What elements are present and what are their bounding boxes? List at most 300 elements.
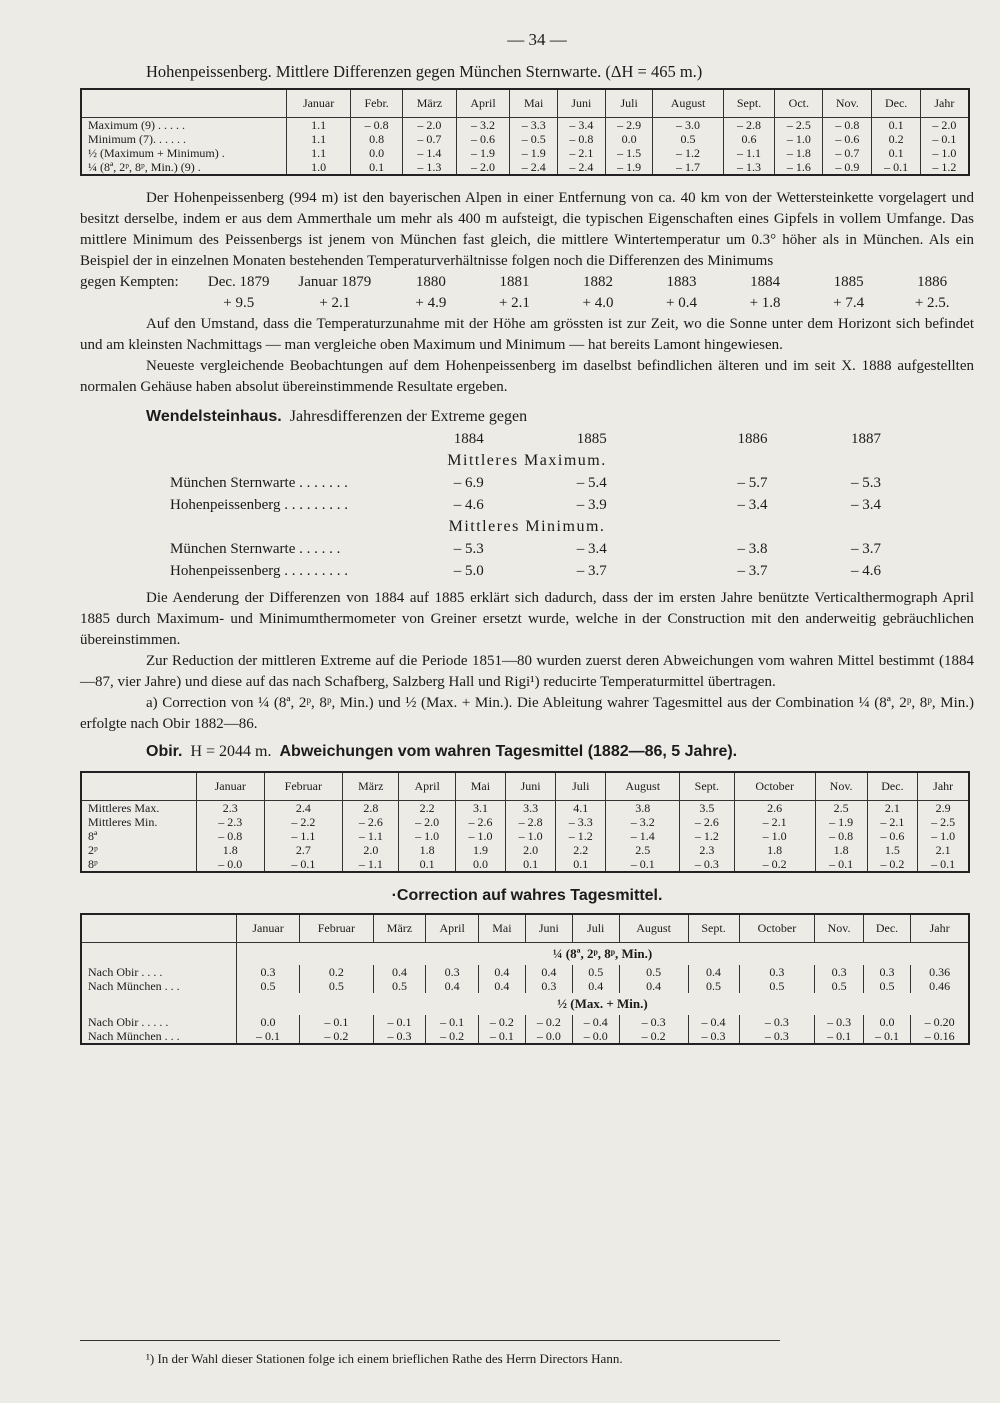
- wendelstein-heading: [146, 408, 974, 426]
- table-cell: – 0.3: [373, 1029, 426, 1044]
- row-label: Nach München . . .: [81, 979, 237, 993]
- table-cell: – 0.4: [688, 1015, 739, 1029]
- table-obir: [80, 771, 970, 873]
- table-cell: – 2.4: [510, 160, 558, 175]
- table-cell: 1.5: [867, 843, 918, 857]
- paragraph-lamont: Auf den Umstand, dass die Temperaturzunahme mit der Höhe am grössten ist zur Zeit, wo die Sonne unter dem Horizont sich befindet und am kleinsten Nachmittags — man vergleiche oben Maximum und Minimum — hat bereits Lamont hingewiesen.: [80, 316, 974, 353]
- station-name: München Sternwarte . . . . . . .: [170, 475, 348, 491]
- table-cell: 0.5: [688, 979, 739, 993]
- table-cell: – 0.5: [510, 132, 558, 146]
- table-header-row: [81, 772, 969, 801]
- table-cell: – 0.20: [911, 1015, 969, 1029]
- table-cell: 0.5: [373, 979, 426, 993]
- table-row: [81, 979, 969, 993]
- table-cell: 0.1: [556, 857, 606, 872]
- month-header: Mai: [478, 914, 525, 943]
- row-label: Maximum (9) . . . . .: [81, 118, 287, 133]
- table-cell: – 1.4: [606, 829, 680, 843]
- table-cell: – 3.2: [456, 118, 510, 133]
- table-correction: [80, 913, 970, 1045]
- table-cell: – 0.4: [572, 1015, 619, 1029]
- table-cell: 2.9: [918, 801, 969, 816]
- kempten-value: + 4.9: [415, 295, 447, 311]
- table-cell: – 2.8: [723, 118, 775, 133]
- table-cell: – 0.2: [426, 1029, 479, 1044]
- table-cell: – 2.0: [456, 160, 510, 175]
- table-cell: – 0.1: [264, 857, 343, 872]
- table-cell: – 0.8: [197, 829, 265, 843]
- month-header: Sept.: [723, 89, 775, 118]
- table-cell: 0.3: [739, 965, 815, 979]
- table-cell: – 0.1: [426, 1015, 479, 1029]
- table-cell: – 0.7: [823, 146, 872, 160]
- table-cell: – 0.3: [688, 1029, 739, 1044]
- row-label: Nach Obir . . . . .: [81, 1015, 237, 1029]
- kempten-year: 1886: [917, 274, 948, 290]
- row-label: ½ (Maximum + Minimum) .: [81, 146, 287, 160]
- row-label: Nach München . . .: [81, 1029, 237, 1044]
- table-cell: 0.8: [351, 132, 403, 146]
- table-cell: – 1.0: [920, 146, 969, 160]
- table-cell: – 0.16: [911, 1029, 969, 1044]
- table-cell: 0.4: [478, 965, 525, 979]
- table-cell: 0.4: [373, 965, 426, 979]
- kempten-year: 1880: [415, 274, 446, 290]
- kempten-value: + 2.5.: [914, 295, 950, 311]
- table-cell: 1.0: [287, 160, 351, 175]
- table-cell: 0.0: [863, 1015, 910, 1029]
- kempten-year: 1885: [833, 274, 864, 290]
- table-cell: – 0.6: [823, 132, 872, 146]
- table-cell: – 2.2: [264, 815, 343, 829]
- month-header: März: [373, 914, 426, 943]
- table-cell: 2.3: [680, 843, 735, 857]
- table-row: [81, 146, 969, 160]
- table-cell: 2.0: [343, 843, 399, 857]
- table-cell: – 2.3: [197, 815, 265, 829]
- month-header: Dec.: [872, 89, 920, 118]
- paragraph-reduction: Zur Reduction der mittleren Extreme auf die Periode 1851—80 wurden zuerst deren Abweichungen vom wahren Mittel bestimmt (1884—87, vier Jahre) und diese auf das nach Schafberg, Salzberg Hall und Rigi¹) reducirte Temperaturmittel übertragen.: [80, 653, 974, 690]
- wendelstein-row: [80, 560, 974, 582]
- table-cell: 0.0: [455, 857, 505, 872]
- table-cell: – 0.2: [300, 1029, 374, 1044]
- table-cell: – 2.6: [343, 815, 399, 829]
- year-label: 1887: [851, 431, 882, 447]
- kempten-year: Januar 1879: [298, 274, 372, 290]
- combination-subheading: ¼ (8ª, 2ᵖ, 8ᵖ, Min.): [237, 943, 970, 966]
- month-header: April: [456, 89, 510, 118]
- year-label: 1885: [576, 431, 607, 447]
- table-cell: 0.36: [911, 965, 969, 979]
- table-cell: – 3.0: [653, 118, 723, 133]
- kempten-years-row: [80, 272, 974, 293]
- table-cell: 0.3: [426, 965, 479, 979]
- station-name: Hohenpeissenberg . . . . . . . . .: [170, 563, 349, 579]
- year-value: – 3.7: [737, 563, 768, 579]
- table-cell: – 2.5: [918, 815, 969, 829]
- month-header: Februar: [264, 772, 343, 801]
- table-cell: – 0.0: [525, 1029, 572, 1044]
- table-cell: – 0.1: [237, 1029, 300, 1044]
- month-header: Febr.: [351, 89, 403, 118]
- table-cell: 0.2: [872, 132, 920, 146]
- obir-height: H = 2044 m.: [190, 743, 272, 760]
- table-cell: 1.1: [287, 118, 351, 133]
- month-header: Mai: [510, 89, 558, 118]
- table-cell: – 1.1: [723, 146, 775, 160]
- table-cell: 0.5: [739, 979, 815, 993]
- year-value: – 3.9: [576, 497, 607, 513]
- month-header: April: [426, 914, 479, 943]
- month-header: Jahr: [920, 89, 969, 118]
- table-cell: – 2.6: [455, 815, 505, 829]
- year-value: – 3.4: [737, 497, 768, 513]
- table-cell: – 0.1: [300, 1015, 374, 1029]
- month-header: Nov.: [823, 89, 872, 118]
- month-header: Januar: [197, 772, 265, 801]
- table-cell: – 1.3: [723, 160, 775, 175]
- month-header: Januar: [237, 914, 300, 943]
- table-cell: – 0.6: [867, 829, 918, 843]
- month-header: August: [606, 772, 680, 801]
- table-cell: – 0.3: [739, 1029, 815, 1044]
- table-cell: 2.5: [606, 843, 680, 857]
- footnote: ¹) In der Wahl dieser Stationen folge ich einem brieflichen Rathe des Herrn Directors Hann.: [80, 1340, 780, 1367]
- label-header: [81, 772, 197, 801]
- table-cell: 2.5: [815, 801, 867, 816]
- year-label: 1886: [737, 431, 768, 447]
- table-row: [81, 857, 969, 872]
- table-cell: – 3.3: [556, 815, 606, 829]
- month-header: April: [399, 772, 455, 801]
- table-cell: 0.4: [688, 965, 739, 979]
- table-cell: 2.8: [343, 801, 399, 816]
- table-cell: – 1.0: [775, 132, 823, 146]
- kempten-value: + 9.5: [223, 295, 255, 311]
- kempten-year: Dec. 1879: [207, 274, 270, 290]
- row-label: Mittleres Min.: [81, 815, 197, 829]
- table-cell: 0.5: [572, 965, 619, 979]
- table-cell: – 1.0: [506, 829, 556, 843]
- table-cell: – 0.1: [815, 857, 867, 872]
- table-cell: – 1.2: [556, 829, 606, 843]
- row-label: 8ᵖ: [81, 857, 197, 872]
- table-cell: – 0.1: [872, 160, 920, 175]
- table-cell: – 0.1: [478, 1029, 525, 1044]
- table-cell: – 1.4: [403, 146, 457, 160]
- table-cell: 0.3: [237, 965, 300, 979]
- table-row: [81, 160, 969, 175]
- table-cell: – 2.1: [867, 815, 918, 829]
- table-cell: – 0.2: [619, 1029, 688, 1044]
- table-cell: – 1.2: [680, 829, 735, 843]
- table-cell: – 2.0: [403, 118, 457, 133]
- table-cell: 0.3: [815, 965, 863, 979]
- table-cell: – 0.1: [918, 857, 969, 872]
- obir-heading: [80, 743, 974, 761]
- row-label: 2ᵖ: [81, 843, 197, 857]
- month-header: Februar: [300, 914, 374, 943]
- kempten-values-row: [80, 293, 974, 314]
- month-header: Januar: [287, 89, 351, 118]
- table-cell: – 1.2: [653, 146, 723, 160]
- table-row: [81, 118, 969, 133]
- table-cell: – 0.0: [572, 1029, 619, 1044]
- month-header: October: [739, 914, 815, 943]
- kempten-value: + 0.4: [666, 295, 698, 311]
- table-cell: – 1.2: [920, 160, 969, 175]
- table-cell: – 2.5: [775, 118, 823, 133]
- table-cell: – 3.4: [558, 118, 606, 133]
- year-value: – 3.7: [576, 563, 607, 579]
- table-cell: 1.8: [734, 843, 815, 857]
- table-header-row: [81, 89, 969, 118]
- kempten-year: 1883: [666, 274, 697, 290]
- month-header: Juli: [572, 914, 619, 943]
- month-header: Juni: [558, 89, 606, 118]
- table-cell: – 1.1: [264, 829, 343, 843]
- table-cell: 0.3: [863, 965, 910, 979]
- table-cell: 1.8: [197, 843, 265, 857]
- wendelstein-row: [80, 472, 974, 494]
- table-cell: – 0.9: [823, 160, 872, 175]
- row-label: [81, 943, 237, 966]
- paragraph-aenderung: Die Aenderung der Differenzen von 1884 auf 1885 erklärt sich dadurch, dass der im ersten Jahre benützte Verticalthermograph April 1885 durch Maximum- und Minimumthermometer von Greiner ersetzt wurde, welche in der Construction mit den anderweitig gebräuchlichen übereinstimmen.: [80, 590, 974, 648]
- table-cell: – 0.8: [558, 132, 606, 146]
- table-cell: 0.5: [619, 965, 688, 979]
- subheading-row: [81, 993, 969, 1015]
- table-cell: – 0.7: [403, 132, 457, 146]
- month-header: Sept.: [680, 772, 735, 801]
- table-cell: 0.0: [237, 1015, 300, 1029]
- month-header: März: [343, 772, 399, 801]
- row-label: ¼ (8ª, 2ᵖ, 8ᵖ, Min.) (9) .: [81, 160, 287, 175]
- table-cell: – 0.6: [456, 132, 510, 146]
- table-cell: – 1.9: [815, 815, 867, 829]
- table-cell: – 2.0: [399, 815, 455, 829]
- table-cell: – 0.1: [920, 132, 969, 146]
- row-label: Mittleres Max.: [81, 801, 197, 816]
- year-value: – 5.3: [851, 475, 882, 491]
- paragraph-gehaeuse: Neueste vergleichende Beobachtungen auf dem Hohenpeissenberg im daselbst befindlichen älteren und im seit X. 1888 aufgestellten normalen Gehäuse haben absolut übereinstimmende Resultate ergeben.: [80, 358, 974, 395]
- month-header: März: [403, 89, 457, 118]
- table-cell: – 0.1: [815, 1029, 863, 1044]
- table-cell: 2.3: [197, 801, 265, 816]
- table-row: [81, 843, 969, 857]
- kempten-lead: gegen Kempten:: [80, 274, 179, 290]
- table-cell: – 1.6: [775, 160, 823, 175]
- wendelstein-years: [80, 428, 974, 450]
- table-row: [81, 1029, 969, 1044]
- table-cell: – 0.8: [351, 118, 403, 133]
- table-cell: 1.1: [287, 132, 351, 146]
- table-cell: 2.1: [918, 843, 969, 857]
- month-header: Juli: [605, 89, 653, 118]
- table-cell: – 2.1: [558, 146, 606, 160]
- kempten-value: + 7.4: [833, 295, 865, 311]
- obir-title: Obir.: [146, 743, 183, 760]
- wendelstein-row: [80, 538, 974, 560]
- table-cell: – 0.2: [867, 857, 918, 872]
- year-value: – 3.7: [851, 541, 882, 557]
- table-cell: 0.5: [653, 132, 723, 146]
- table-cell: 3.3: [506, 801, 556, 816]
- kempten-year: 1882: [582, 274, 613, 290]
- table-cell: 0.5: [300, 979, 374, 993]
- year-value: – 5.0: [453, 563, 484, 579]
- table-header-row: [81, 914, 969, 943]
- table-cell: – 1.0: [455, 829, 505, 843]
- year-value: – 5.3: [453, 541, 484, 557]
- year-value: – 4.6: [851, 563, 882, 579]
- year-value: – 6.9: [453, 475, 484, 491]
- table-cell: – 1.0: [918, 829, 969, 843]
- table-cell: – 2.4: [558, 160, 606, 175]
- table-row: [81, 965, 969, 979]
- page-number: — 34 —: [507, 30, 567, 49]
- table-cell: 0.0: [351, 146, 403, 160]
- kempten-year: 1881: [499, 274, 530, 290]
- obir-subtitle: Abweichungen vom wahren Tagesmittel (1882—86, 5 Jahre).: [279, 743, 738, 760]
- table-cell: – 3.3: [510, 118, 558, 133]
- table-cell: 1.8: [815, 843, 867, 857]
- table-cell: – 1.8: [775, 146, 823, 160]
- table-cell: – 0.1: [606, 857, 680, 872]
- month-header: Sept.: [688, 914, 739, 943]
- table-cell: – 2.0: [920, 118, 969, 133]
- table-cell: 0.6: [723, 132, 775, 146]
- table-cell: – 1.9: [456, 146, 510, 160]
- row-label: Nach Obir . . . .: [81, 965, 237, 979]
- month-header: Dec.: [867, 772, 918, 801]
- row-label: [81, 993, 237, 1015]
- min-subheading: Mittleres Minimum.: [448, 518, 606, 535]
- table-cell: 0.46: [911, 979, 969, 993]
- table-cell: 0.1: [399, 857, 455, 872]
- wendelstein-row: [80, 494, 974, 516]
- label-header: [81, 89, 287, 118]
- subheading-row: [81, 943, 969, 966]
- table-cell: – 0.3: [739, 1015, 815, 1029]
- table-cell: 0.5: [237, 979, 300, 993]
- table-cell: – 0.8: [815, 829, 867, 843]
- month-header: Nov.: [815, 772, 867, 801]
- row-label: Minimum (7). . . . . .: [81, 132, 287, 146]
- month-header: Nov.: [815, 914, 863, 943]
- station-name: Hohenpeissenberg . . . . . . . . .: [170, 497, 349, 513]
- month-header: August: [653, 89, 723, 118]
- table-cell: – 0.1: [373, 1015, 426, 1029]
- month-header: Jahr: [911, 914, 969, 943]
- month-header: Oct.: [775, 89, 823, 118]
- table-row: [81, 801, 969, 816]
- table-cell: 0.1: [506, 857, 556, 872]
- table-cell: – 1.5: [605, 146, 653, 160]
- table-cell: – 1.0: [399, 829, 455, 843]
- paragraph-correction: a) Correction von ¼ (8ª, 2ᵖ, 8ᵖ, Min.) und ½ (Max. + Min.). Die Ableitung wahrer Tagesmittel aus der Combination ¼ (8ª, 2ᵖ, 8ᵖ, Min.) erfolgte nach Obir 1882—86.: [80, 695, 974, 732]
- table-row: [81, 815, 969, 829]
- correction-title: ·Correction auf wahres Tagesmittel.: [391, 887, 663, 904]
- table-row: [81, 829, 969, 843]
- wendelstein-title: Wendelsteinhaus.: [146, 408, 282, 425]
- table-cell: 2.6: [734, 801, 815, 816]
- kempten-value: + 4.0: [582, 295, 614, 311]
- kempten-value: + 2.1: [498, 295, 530, 311]
- table1-heading: Hohenpeissenberg. Mittlere Differenzen gegen München Sternwarte. (ΔH = 465 m.): [146, 62, 703, 81]
- row-label: 8ª: [81, 829, 197, 843]
- table-cell: 0.4: [525, 965, 572, 979]
- table-cell: 0.3: [525, 979, 572, 993]
- table-cell: – 3.2: [606, 815, 680, 829]
- max-subheading: Mittleres Maximum.: [447, 452, 607, 469]
- table-cell: 0.5: [863, 979, 910, 993]
- year-value: – 3.4: [851, 497, 882, 513]
- table-cell: 0.4: [572, 979, 619, 993]
- month-header: October: [734, 772, 815, 801]
- table-cell: 2.2: [399, 801, 455, 816]
- table-cell: – 0.3: [619, 1015, 688, 1029]
- table-cell: – 0.2: [525, 1015, 572, 1029]
- table-cell: – 0.3: [680, 857, 735, 872]
- label-header: [81, 914, 237, 943]
- table-cell: 0.1: [351, 160, 403, 175]
- table-cell: 4.1: [556, 801, 606, 816]
- paragraph-hohenpeissenberg: Der Hohenpeissenberg (994 m) ist den bayerischen Alpen in einer Entfernung von ca. 40 km von der Wettersteinkette vorgelagert und besitzt derselbe, indem er aus dem Ammerthale um mehr als 400 m aufsteigt, die typischen Eigenschaften eines Gipfels in vollem Umfange. Das mittlere Minimum des Peissenbergs ist jenem von München fast gleich, die mittlere Wintertemperatur um 0.3° höher als in München. Als ein Beispiel der in einzelnen Monaten bestehenden Temperaturverhältnisse folgen noch die Differenzen des Minimums: [80, 190, 974, 269]
- table-cell: – 0.1: [863, 1029, 910, 1044]
- table-cell: – 0.0: [197, 857, 265, 872]
- table-row: [81, 132, 969, 146]
- table-cell: – 1.1: [343, 829, 399, 843]
- table-cell: 1.1: [287, 146, 351, 160]
- year-value: – 3.4: [576, 541, 607, 557]
- table-cell: 0.5: [815, 979, 863, 993]
- month-header: August: [619, 914, 688, 943]
- kempten-year: 1884: [750, 274, 781, 290]
- table-cell: – 2.9: [605, 118, 653, 133]
- table-cell: – 1.9: [510, 146, 558, 160]
- table-cell: – 1.7: [653, 160, 723, 175]
- table-cell: – 2.1: [734, 815, 815, 829]
- year-value: – 5.7: [737, 475, 768, 491]
- table-cell: – 0.8: [823, 118, 872, 133]
- year-label: 1884: [453, 431, 484, 447]
- table-row: [81, 1015, 969, 1029]
- kempten-value: + 1.8: [749, 295, 781, 311]
- table-cell: – 0.2: [478, 1015, 525, 1029]
- month-header: Juli: [556, 772, 606, 801]
- table-cell: 3.5: [680, 801, 735, 816]
- table-cell: 2.7: [264, 843, 343, 857]
- table-cell: 0.1: [872, 146, 920, 160]
- year-value: – 4.6: [453, 497, 484, 513]
- table-hohenpeissenberg: [80, 88, 970, 176]
- month-header: Dec.: [863, 914, 910, 943]
- year-value: – 5.4: [576, 475, 607, 491]
- table-cell: 0.1: [872, 118, 920, 133]
- table-cell: – 0.3: [815, 1015, 863, 1029]
- year-value: – 3.8: [737, 541, 768, 557]
- table-cell: 2.0: [506, 843, 556, 857]
- table-cell: 2.4: [264, 801, 343, 816]
- month-header: Jahr: [918, 772, 969, 801]
- table-cell: 3.8: [606, 801, 680, 816]
- table-cell: – 1.9: [605, 160, 653, 175]
- table-cell: 1.9: [455, 843, 505, 857]
- table-cell: 2.1: [867, 801, 918, 816]
- table-cell: – 1.0: [734, 829, 815, 843]
- table-cell: – 1.3: [403, 160, 457, 175]
- combination-subheading: ½ (Max. + Min.): [237, 993, 970, 1015]
